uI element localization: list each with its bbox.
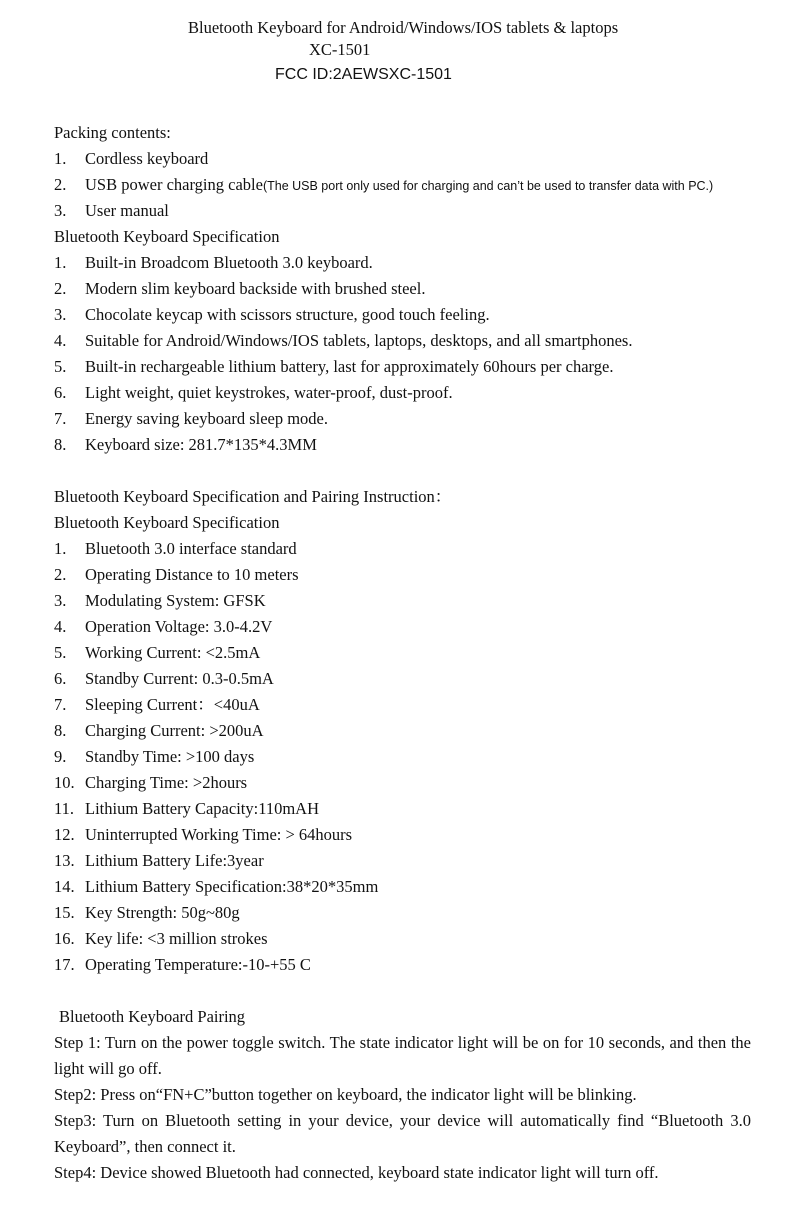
list-number: 7. (54, 695, 67, 714)
spec-item (54, 383, 453, 403)
spec-item (54, 565, 299, 585)
list-number: 5. (54, 357, 67, 376)
list-number: 2. (54, 279, 67, 298)
packing-item (54, 201, 169, 221)
spec-item (54, 695, 260, 715)
list-number: 6. (54, 669, 67, 688)
spec-item (54, 669, 274, 689)
list-number: 4. (54, 617, 67, 636)
spec-item (54, 539, 297, 559)
list-text: Cordless keyboard (85, 149, 209, 168)
pairing-step-1: Step 1: Turn on the power toggle switch. The state indicator light will be on for 10 seconds, and then the light will go off. (54, 1033, 751, 1078)
spec-item (54, 253, 373, 273)
list-text: Working Current: <2.5mA (85, 643, 261, 662)
list-text: Energy saving keyboard sleep mode. (85, 409, 329, 428)
spec-item (54, 435, 317, 455)
fcc-id (275, 65, 452, 85)
spec-item (54, 903, 240, 923)
spec-item (54, 305, 490, 325)
list-number: 5. (54, 643, 67, 662)
list-number: 1. (54, 253, 67, 272)
spec-item (54, 929, 268, 949)
list-text: Bluetooth 3.0 interface standard (85, 539, 297, 558)
list-text: Lithium Battery Specification:38*20*35mm (85, 877, 379, 896)
list-number: 15. (54, 903, 75, 922)
list-text: Charging Time: >2hours (85, 773, 248, 792)
spec-item (54, 591, 266, 611)
list-number: 8. (54, 435, 67, 454)
list-number: 12. (54, 825, 75, 844)
list-text: Built-in rechargeable lithium battery, last for approximately 60hours per charge. (85, 357, 614, 376)
list-text: Lithium Battery Life:3year (85, 851, 264, 870)
list-number: 17. (54, 955, 75, 974)
spec-item (54, 747, 254, 767)
list-text: Standby Current: 0.3-0.5mA (85, 669, 274, 688)
spec-item (54, 825, 352, 845)
list-number: 3. (54, 305, 67, 324)
list-text: Suitable for Android/Windows/IOS tablets, laptops, desktops, and all smartphones. (85, 331, 633, 350)
list-text: Keyboard size: 281.7*135*4.3MM (85, 435, 317, 454)
list-text: Operation Voltage: 3.0-4.2V (85, 617, 273, 636)
document-title: Bluetooth Keyboard for Android/Windows/IOS tablets & laptops (188, 18, 619, 37)
pairing-step-2: Step2: Press on“FN+C”button together on keyboard, the indicator light will be blinking. (54, 1085, 637, 1104)
list-number: 9. (54, 747, 67, 766)
list-number: 1. (54, 149, 67, 168)
fcc-id-label: FCC ID: (275, 66, 333, 83)
spec-item (54, 617, 272, 637)
list-text: Built-in Broadcom Bluetooth 3.0 keyboard. (85, 253, 373, 272)
list-number: 2. (54, 175, 67, 194)
spec-item (54, 799, 319, 819)
list-number: 3. (54, 201, 67, 220)
list-number: 16. (54, 929, 75, 948)
list-number: 10. (54, 773, 75, 792)
spec-item (54, 409, 328, 429)
list-number: 1. (54, 539, 67, 558)
list-number: 13. (54, 851, 75, 870)
list-number: 3. (54, 591, 67, 610)
list-text: Modulating System: GFSK (85, 591, 266, 610)
pairing-instruction-heading: Bluetooth Keyboard Specification and Pairing Instruction： (54, 487, 452, 506)
list-text: Uninterrupted Working Time: > 64hours (85, 825, 353, 844)
spec-item (54, 877, 378, 897)
spec-item (54, 721, 264, 741)
list-text: Standby Time: >100 days (85, 747, 255, 766)
spec-heading: Bluetooth Keyboard Specification (54, 227, 280, 246)
usb-port-note: (The USB port only used for charging and can’t be used to transfer data with PC.) (262, 179, 714, 193)
spec-item (54, 357, 613, 377)
list-text: User manual (85, 201, 169, 220)
list-number: 11. (54, 799, 75, 818)
list-text: Light weight, quiet keystrokes, water-proof, dust-proof. (85, 383, 453, 402)
list-text: Lithium Battery Capacity:110mAH (85, 799, 320, 818)
packing-item (54, 149, 208, 169)
list-text: Key life: <3 million strokes (85, 929, 268, 948)
list-text: Chocolate keycap with scissors structure, good touch feeling. (85, 305, 490, 324)
pairing-step-4: Step4: Device showed Bluetooth had connected, keyboard state indicator light will turn off. (54, 1163, 659, 1182)
list-text: Operating Temperature:-10-+55 C (85, 955, 311, 974)
list-text: Modern slim keyboard backside with brushed steel. (85, 279, 426, 298)
list-text: Key Strength: 50g~80g (85, 903, 240, 922)
spec-subheading: Bluetooth Keyboard Specification (54, 513, 280, 532)
list-number: 14. (54, 877, 75, 896)
list-text: Charging Current: >200uA (85, 721, 264, 740)
list-number: 6. (54, 383, 67, 402)
spec-item (54, 331, 632, 351)
list-number: 8. (54, 721, 67, 740)
list-number: 7. (54, 409, 67, 428)
list-number: 4. (54, 331, 67, 350)
spec-item (54, 773, 247, 793)
spec-item (54, 643, 260, 663)
spec-item (54, 955, 311, 975)
spec-item (54, 851, 264, 871)
pairing-step-3: Step3: Turn on Bluetooth setting in your device, your device will automatically find “Bluetooth 3.0 Keyboard”, then connect it. (54, 1111, 751, 1156)
spec-item (54, 279, 425, 299)
list-number: 2. (54, 565, 67, 584)
packing-contents-heading: Packing contents: (54, 123, 171, 142)
list-text: USB power charging cable (85, 175, 263, 194)
packing-item (54, 175, 713, 196)
fcc-id-value: 2AEWSXC-1501 (332, 66, 452, 83)
list-text: Operating Distance to 10 meters (85, 565, 299, 584)
list-text: Sleeping Current：<40uA (85, 695, 260, 714)
pairing-heading: Bluetooth Keyboard Pairing (59, 1007, 246, 1026)
model-number: XC-1501 (309, 40, 371, 59)
